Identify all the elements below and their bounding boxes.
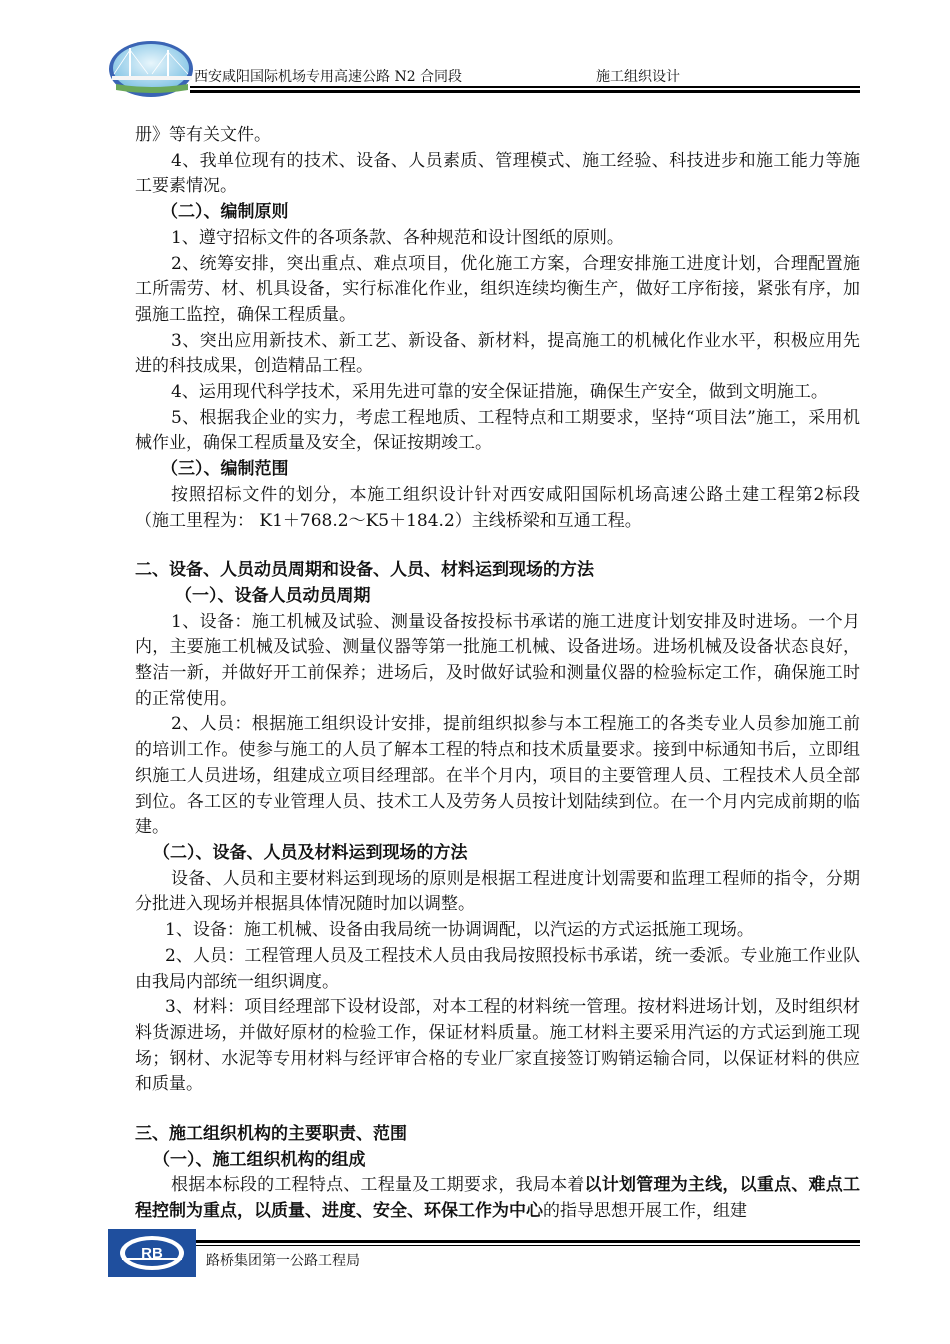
footer-rule-thick — [196, 1240, 860, 1243]
paragraph — [135, 1173, 860, 1224]
paragraph: 册》等有关文件。 — [135, 125, 271, 145]
paragraph: 按照招标文件的划分，本施工组织设计针对西安咸阳国际机场高速公路土建工程第2标段（施工里程为： K1＋768.2～K5＋184.2）主线桥梁和互通工程。 — [135, 484, 860, 531]
footer-rule-thin — [196, 1245, 860, 1246]
paragraph-text: 的指导思想开展工作，组建 — [543, 1201, 747, 1222]
paragraph: 4、运用现代科学技术，采用先进可靠的安全保证措施，确保生产安全，做到文明施工。 — [171, 382, 828, 403]
section-heading: （一）、设备人员动员周期 — [175, 585, 371, 606]
header-rule-thick — [190, 90, 860, 93]
paragraph: 1、设备：施工机械及试验、测量设备按投标书承诺的施工进度计划安排及时进场。一个月内，主要施工机械及试验、测量仪器等第一批施工机械、设备进场。进场机械及设备状态良好，整洁一新，并做好开工前保养；进场后，及时做好试验和测量仪器的检验标定工作，确保施工时的正常使用。 — [135, 611, 860, 709]
header-rule-thin — [190, 86, 860, 88]
paragraph: 4、我单位现有的技术、设备、人员素质、管理模式、施工经验、科技进步和施工能力等施工要素情况。 — [135, 150, 860, 197]
header-logo-bridge — [108, 40, 194, 98]
emphasis-text: 以计划管理为主线，以重点、难点工程控制为重点，以质量、进度、安全、环保工作为中心 — [135, 1175, 861, 1222]
footer-organization: 路桥集团第一公路工程局 — [206, 1253, 360, 1269]
section-heading: （一）、施工组织机构的组成 — [153, 1149, 366, 1170]
paragraph: 设备、人员和主要材料运到现场的原则是根据工程进度计划需要和监理工程师的指令，分期分批进入现场并根据具体情况随时加以调整。 — [135, 868, 860, 915]
section-heading: （二）、编制原则 — [161, 202, 289, 223]
header-document-title: 西安咸阳国际机场专用高速公路 N2 合同段 — [194, 69, 463, 85]
header-section-title: 施工组织设计 — [596, 69, 680, 85]
page-body — [135, 123, 860, 1225]
section-heading: （二）、设备、人员及材料运到现场的方法 — [153, 842, 468, 863]
paragraph: 1、遵守招标文件的各项条款、各种规范和设计图纸的原则。 — [171, 227, 624, 248]
section-heading: （三）、编制范围 — [161, 459, 289, 480]
chapter-heading: 三、施工组织机构的主要职责、范围 — [135, 1124, 407, 1145]
paragraph: 2、统筹安排，突出重点、难点项目，优化施工方案，合理安排施工进度计划，合理配置施工所需劳、材、机具设备，实行标准化作业，组织连续均衡生产，做好工序衔接，紧张有序，加强施工监控，确保工程质量。 — [135, 253, 860, 325]
paragraph: 2、人员：根据施工组织设计安排，提前组织拟参与本工程施工的各类专业人员参加施工前的培训工作。使参与施工的人员了解本工程的特点和技术质量要求。接到中标通知书后，立即组织施工人员进场，组建成立项目经理部。在半个月内，项目的主要管理人员、工程技术人员全部到位。各工区的专业管理人员、技术工人及劳务人员按计划陆续到位。在一个月内完成前期的临建。 — [135, 714, 860, 838]
chapter-heading: 二、设备、人员动员周期和设备、人员、材料运到现场的方法 — [135, 560, 594, 581]
paragraph: 2、人员：工程管理人员及工程技术人员由我局按照投标书承诺，统一委派。专业施工作业队由我局内部统一组织调度。 — [135, 945, 860, 992]
paragraph: 1、设备：施工机械、设备由我局统一协调调配，以汽运的方式运抵施工现场。 — [165, 920, 754, 941]
paragraph: 3、突出应用新技术、新工艺、新设备、新材料，提高施工的机械化作业水平，积极应用先进的科技成果，创造精品工程。 — [135, 330, 860, 377]
footer-logo-rb — [108, 1229, 196, 1277]
footer-logo-lettering: RB — [141, 1245, 163, 1262]
paragraph: 3、材料：项目经理部下设材设部，对本工程的材料统一管理。按材料进场计划，及时组织材料货源进场，并做好原材的检验工作，保证材料质量。施工材料主要采用汽运的方式运到施工现场；钢材、水泥等专用材料与经评审合格的专业厂家直接签订购销运输合同，以保证材料的供应和质量。 — [135, 997, 860, 1095]
paragraph: 5、根据我企业的实力，考虑工程地质、工程特点和工期要求，坚持“项目法”施工，采用机械作业，确保工程质量及安全，保证按期竣工。 — [135, 407, 860, 454]
paragraph-text: 根据本标段的工程特点、工程量及工期要求，我局本着 — [171, 1175, 585, 1196]
